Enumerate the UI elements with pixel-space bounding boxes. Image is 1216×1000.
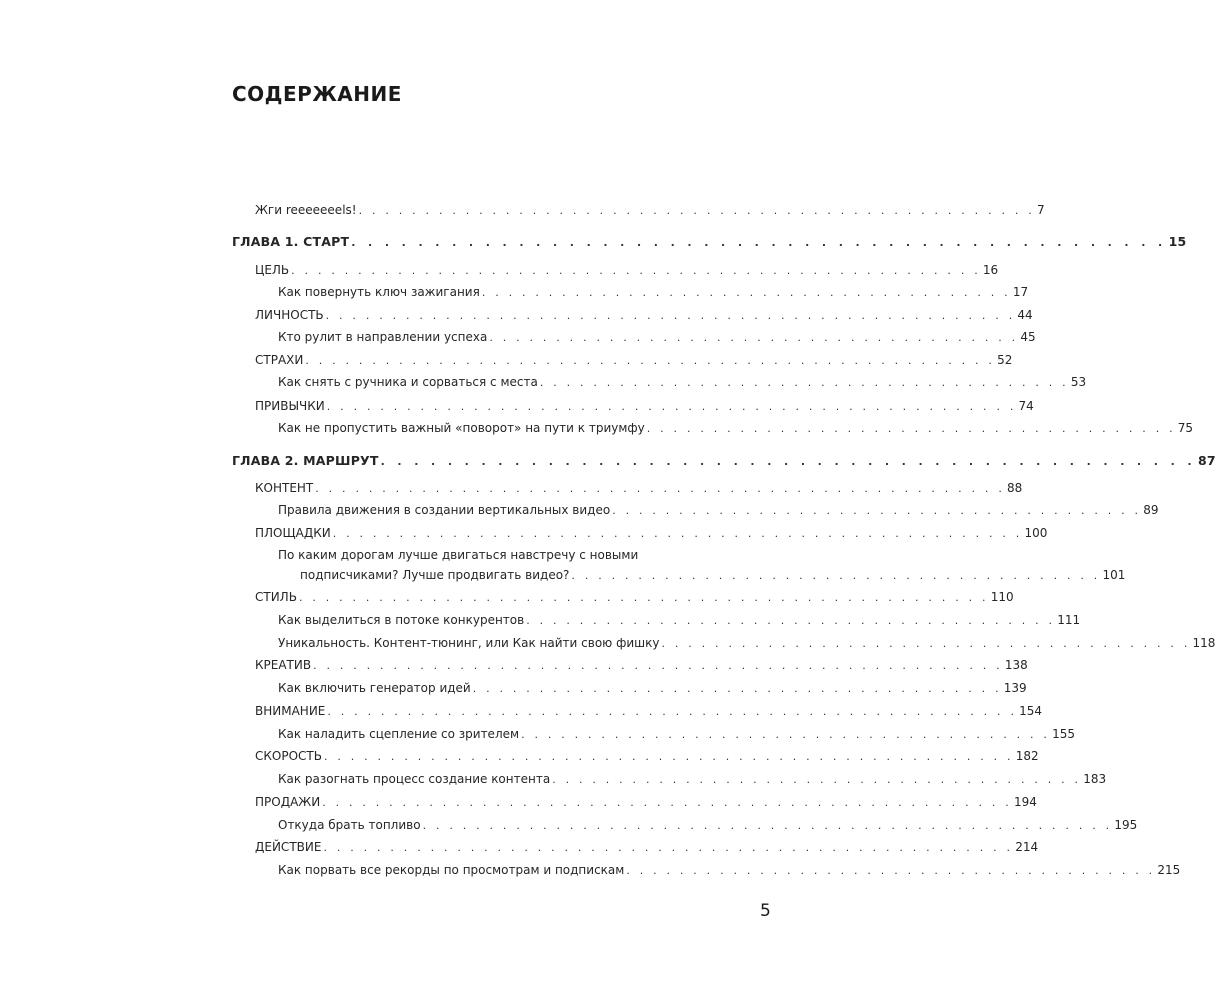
toc-entry-label: ЛИЧНОСТЬ	[255, 308, 324, 322]
toc-entry-label: Кто рулит в направлении успеха	[278, 330, 488, 344]
toc-page-number: 16	[982, 263, 999, 277]
dot-leader: . . . . . . . . . . . . . . . . . . . . . . . . . . . . . . . . . . . . . . . .	[661, 637, 1191, 650]
toc-subsection	[278, 635, 1216, 652]
toc-page-number: 154	[1019, 704, 1043, 718]
dot-leader: . . . . . . . . . . . . . . . . . . . . . . . . . . . . . . . . . . . . . . . . . . . . . . . . . . . .	[323, 750, 1014, 763]
toc-entry-label: Откуда брать топливо	[278, 818, 421, 832]
toc-entry-label: ПРОДАЖИ	[255, 795, 321, 809]
toc-page-number: 110	[990, 590, 1014, 604]
toc-entry-label: ПРИВЫЧКИ	[255, 399, 325, 413]
toc-page-number: 44	[1017, 308, 1033, 322]
toc-entry-label: СКОРОСТЬ	[255, 749, 322, 763]
toc-entry-label: Как повернуть ключ зажигания	[278, 285, 480, 299]
toc-subsection	[278, 680, 1027, 697]
toc-page-number: 111	[1057, 613, 1081, 627]
page-title: СОДЕРЖАНИЕ	[232, 82, 402, 106]
dot-leader: . . . . . . . . . . . . . . . . . . . . . . . . . . . . . . . . . . . . . . . . . . . . . . . . . . . .	[326, 400, 1017, 413]
toc-subsection	[278, 612, 1081, 629]
toc-page-number: 100	[1024, 526, 1048, 540]
dot-leader: . . . . . . . . . . . . . . . . . . . . . . . . . . . . . . . . . . . . . . . . . . . . . . . . . . . .	[325, 309, 1016, 322]
dot-leader: . . . . . . . . . . . . . . . . . . . . . . . . . . . . . . . . . . . . . . . . . . . . . . . . . . . .	[322, 796, 1012, 809]
toc-subsection	[278, 420, 1194, 437]
toc-section	[255, 352, 1013, 369]
toc-chapter-1	[232, 234, 1187, 251]
toc-entry-label: Как не пропустить важный «поворот» на пути к триумфу	[278, 421, 645, 435]
toc-page-number: 45	[1020, 330, 1036, 344]
toc-entry-label: ВНИМАНИЕ	[255, 704, 326, 718]
toc-entry-label: КОНТЕНТ	[255, 481, 314, 495]
toc-subsection	[278, 374, 1087, 391]
toc-page-number: 53	[1070, 375, 1087, 389]
toc-page-number: 17	[1012, 285, 1029, 299]
toc-subsection	[278, 771, 1107, 788]
toc-entry-label: Как снять с ручника и сорваться с места	[278, 375, 538, 389]
toc-chapter-label: ГЛАВА 1. СТАРТ	[232, 234, 350, 249]
dot-leader: . . . . . . . . . . . . . . . . . . . . . . . . . . . . . . . . . . . . . . . .	[612, 504, 1142, 517]
dot-leader: . . . . . . . . . . . . . . . . . . . . . . . . . . . . . . . . . . . . . . . . . . . . . . . . . . . .	[327, 705, 1018, 718]
dot-leader: . . . . . . . . . . . . . . . . . . . . . . . . . . . . . . . . . . . . . . . . . . . . . . . . . . . .	[305, 354, 996, 367]
dot-leader: . . . . . . . . . . . . . . . . . . . . . . . . . . . . . . . . . . . . . . . . . . . . . . . . . . . .	[422, 819, 1113, 832]
toc-page-number: 7	[1036, 203, 1045, 217]
dot-leader: . . . . . . . . . . . . . . . . . . . . . . . . . . . . . . . . . . . . . . . . . . . . . . . . . . . .	[298, 591, 989, 604]
dot-leader: . . . . . . . . . . . . . . . . . . . . . . . . . . . . . . . . . . . . . . . . . . . . . . . . .	[351, 236, 1167, 249]
toc-entry-label: Как включить генератор идей	[278, 681, 471, 695]
toc-entry-label: Правила движения в создании вертикальных видео	[278, 503, 611, 517]
toc-entry-label: Как разогнать процесс создание контента	[278, 772, 551, 786]
toc-section	[255, 794, 1037, 811]
toc-entry-label: Уникальность. Контент-тюнинг, или Как найти свою фишку	[278, 636, 660, 650]
toc-entry-label: Как наладить сцепление со зрителем	[278, 727, 520, 741]
toc-page-number: 74	[1018, 399, 1034, 413]
toc-section	[255, 748, 1039, 765]
toc-entry-label: ДЕЙСТВИЕ	[255, 840, 322, 854]
toc-entry-label: Как выделиться в потоке конкурентов	[278, 613, 525, 627]
dot-leader: . . . . . . . . . . . . . . . . . . . . . . . . . . . . . . . . . . . . . . . . . . . . . . . . . . .	[358, 204, 1035, 217]
toc-entry-intro	[255, 202, 1045, 219]
dot-leader: . . . . . . . . . . . . . . . . . . . . . . . . . . . . . . . . . . . . . . . . . . . . . . . . . . . .	[315, 482, 1006, 495]
page-number: 5	[760, 901, 771, 921]
toc-chapter-label: ГЛАВА 2. МАРШРУТ	[232, 453, 379, 468]
dot-leader: . . . . . . . . . . . . . . . . . . . . . . . . . . . . . . . . . . . . . . . . . . . . . . . . . . . .	[313, 659, 1003, 672]
toc-section	[255, 398, 1034, 415]
toc-page-number: 182	[1015, 749, 1039, 763]
toc-page-number: 88	[1007, 481, 1023, 495]
toc-entry-label: ЦЕЛЬ	[255, 263, 290, 277]
dot-leader: . . . . . . . . . . . . . . . . . . . . . . . . . . . . . . . . . . . . . . . . . . . . . . . . . . . .	[323, 841, 1014, 854]
toc-entry-label: КРЕАТИВ	[255, 658, 312, 672]
toc-section	[255, 307, 1033, 324]
toc-page-number: 215	[1157, 863, 1181, 877]
toc-page-number: 15	[1168, 234, 1187, 249]
dot-leader: . . . . . . . . . . . . . . . . . . . . . . . . . . . . . . . . . . . . . . . . . . . . . . . . . . . .	[291, 264, 981, 277]
toc-section	[255, 657, 1028, 674]
toc-subsection	[278, 502, 1159, 519]
toc-page-number: 52	[997, 353, 1013, 367]
dot-leader: . . . . . . . . . . . . . . . . . . . . . . . . . . . . . . . . . . . . . . . .	[552, 773, 1082, 786]
dot-leader: . . . . . . . . . . . . . . . . . . . . . . . . . . . . . . . . . . . . . . . .	[481, 286, 1011, 299]
toc-entry-label: Как порвать все рекорды по просмотрам и подпискам	[278, 863, 625, 877]
dot-leader: . . . . . . . . . . . . . . . . . . . . . . . . . . . . . . . . . . . . . . . . . . . . . . . . . . . .	[332, 527, 1023, 540]
toc-page-number: 101	[1102, 568, 1126, 582]
toc-page-number: 214	[1015, 840, 1039, 854]
toc-section	[255, 525, 1048, 542]
toc-page-number: 194	[1013, 795, 1037, 809]
toc-page-number: 183	[1083, 772, 1107, 786]
toc-section	[255, 839, 1039, 856]
toc-page-number: 89	[1143, 503, 1159, 517]
toc-subsection-line-1: По каким дорогам лучше двигаться навстречу с новыми	[278, 548, 639, 562]
dot-leader: . . . . . . . . . . . . . . . . . . . . . . . . . . . . . . . . . . . . . . . .	[571, 569, 1101, 582]
dot-leader: . . . . . . . . . . . . . . . . . . . . . . . . . . . . . . . . . . . . . . . .	[489, 331, 1019, 344]
toc-entry-label: подписчиками? Лучше продвигать видео?	[300, 568, 570, 582]
toc-section	[255, 262, 999, 279]
toc-section	[255, 703, 1043, 720]
toc-subsection	[278, 862, 1181, 879]
toc-chapter-2	[232, 453, 1216, 470]
toc-page-number: 118	[1192, 636, 1216, 650]
toc-page-number: 87	[1198, 453, 1216, 468]
toc-subsection	[278, 284, 1029, 301]
toc-entry-label: СТИЛЬ	[255, 590, 297, 604]
dot-leader: . . . . . . . . . . . . . . . . . . . . . . . . . . . . . . . . . . . . . . . . . . . . . . . . .	[380, 455, 1197, 468]
toc-entry-label: ПЛОЩАДКИ	[255, 526, 331, 540]
toc-subsection	[278, 329, 1036, 346]
toc-subsection	[278, 726, 1075, 743]
toc-page-number: 155	[1052, 727, 1075, 741]
toc-page-number: 75	[1177, 421, 1194, 435]
dot-leader: . . . . . . . . . . . . . . . . . . . . . . . . . . . . . . . . . . . . . . . .	[521, 728, 1051, 741]
toc-page-number: 139	[1003, 681, 1027, 695]
dot-leader: . . . . . . . . . . . . . . . . . . . . . . . . . . . . . . . . . . . . . . . .	[626, 864, 1156, 877]
toc-section	[255, 589, 1014, 606]
toc-section	[255, 480, 1023, 497]
dot-leader: . . . . . . . . . . . . . . . . . . . . . . . . . . . . . . . . . . . . . . . .	[526, 614, 1056, 627]
dot-leader: . . . . . . . . . . . . . . . . . . . . . . . . . . . . . . . . . . . . . . . .	[646, 422, 1176, 435]
dot-leader: . . . . . . . . . . . . . . . . . . . . . . . . . . . . . . . . . . . . . . . .	[472, 682, 1002, 695]
toc-page-number: 138	[1004, 658, 1028, 672]
dot-leader: . . . . . . . . . . . . . . . . . . . . . . . . . . . . . . . . . . . . . . . .	[539, 376, 1069, 389]
toc-subsection	[300, 567, 1126, 584]
toc-entry-label: СТРАХИ	[255, 353, 304, 367]
toc-page-number: 195	[1114, 818, 1138, 832]
toc-entry-label: Жги reeeeeeels!	[255, 203, 357, 217]
toc-subsection	[278, 817, 1138, 834]
